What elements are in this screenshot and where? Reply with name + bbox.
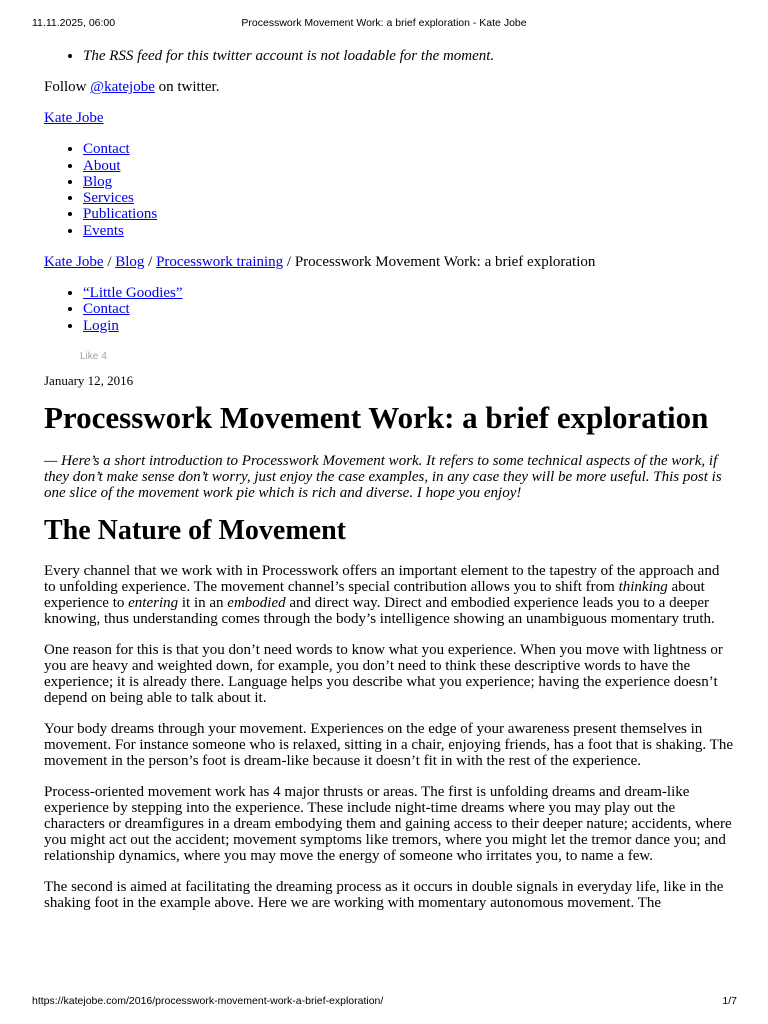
section-heading: The Nature of Movement bbox=[44, 514, 346, 546]
nav-link-contact[interactable]: Contact bbox=[83, 141, 130, 158]
breadcrumb-blog[interactable]: Blog bbox=[115, 254, 145, 271]
post-title: Processwork Movement Work: a brief exploration bbox=[44, 399, 709, 435]
print-header bbox=[0, 17, 768, 31]
body-paragraph-5: The second is aimed at facilitating the dreaming process as it occurs in double signals in everyday life, like in the shaking foot in the example above. Here we are working with momentary autonomous movement. The bbox=[44, 878, 724, 911]
secondary-nav-item bbox=[83, 318, 734, 334]
like-count: 4 bbox=[101, 350, 107, 362]
page-content bbox=[44, 48, 734, 911]
emphasis-entering: entering bbox=[128, 594, 179, 611]
nav-item-blog bbox=[83, 174, 734, 190]
print-date: 11.11.2025, 06:00 bbox=[32, 17, 116, 29]
twitter-feed-list bbox=[44, 48, 734, 64]
nav-item-contact bbox=[83, 141, 734, 157]
nav-link-about[interactable]: About bbox=[83, 157, 121, 174]
body-paragraph-3: Your body dreams through your movement. Experiences on the edge of your awareness present themselves in movement. For instance someone who is relaxed, sitting in a chair, enjoying friends, has a foot that is shaking. The movement in the person’s foot is dream-like because it doesn’t fit in with the rest of the experience. bbox=[44, 720, 733, 769]
like-label: Like bbox=[80, 350, 99, 362]
emphasis-embodied: embodied bbox=[227, 594, 286, 611]
post-date: January 12, 2016 bbox=[44, 372, 134, 388]
nav-item-about bbox=[83, 158, 734, 174]
print-url: https://katejobe.com/2016/processwork-movement-work-a-brief-exploration/ bbox=[32, 995, 384, 1007]
breadcrumb-category[interactable]: Processwork training bbox=[156, 254, 284, 271]
breadcrumb-separator: / bbox=[103, 254, 116, 271]
secondary-nav-item bbox=[83, 301, 734, 317]
nav-link-blog[interactable]: Blog bbox=[83, 173, 113, 190]
main-nav bbox=[44, 141, 734, 239]
twitter-follow bbox=[44, 79, 734, 95]
like-button[interactable] bbox=[80, 351, 734, 363]
body-paragraph-4: Process-oriented movement work has 4 major thrusts or areas. The first is unfolding dreams and dream-like experience by stepping into the experience. These include night-time dreams where you may play out the characters or dreamfigures in a dream embodying them and gaining access to their deeper nature; accidents, where you might act out the accident; movement symptoms like tremors, where you might let the tremor dance you; and relationship dynamics, where you may move the energy of someone who irritates you, to name a few. bbox=[44, 783, 732, 864]
nav-link-publications[interactable]: Publications bbox=[83, 206, 158, 223]
breadcrumb bbox=[44, 254, 734, 270]
twitter-handle-link[interactable]: @katejobe bbox=[90, 79, 155, 96]
body-paragraph-1 bbox=[44, 563, 734, 627]
follow-suffix: on twitter. bbox=[154, 79, 220, 96]
nav-item-services bbox=[83, 190, 734, 206]
nav-link-services[interactable]: Services bbox=[83, 190, 134, 207]
post-intro: — Here’s a short introduction to Processwork Movement work. It refers to some technical aspects of the work, if they don’t make sense don’t worry, just enjoy the case examples, in any case they will be more useful. This post is one slice of the movement work pie which is rich and diverse. I hope you enjoy! bbox=[44, 452, 722, 501]
breadcrumb-separator: / bbox=[144, 254, 157, 271]
print-title: Processwork Movement Work: a brief exploration - Kate Jobe bbox=[241, 17, 527, 29]
rss-notice: • The RSS feed for this twitter account is not loadable for the moment. bbox=[83, 48, 734, 64]
site-name-link[interactable]: Kate Jobe bbox=[44, 110, 104, 127]
paragraph-text: and direct way. Direct and embodied experience leads you to a deeper knowing, thus understanding comes through the body’s intelligence showing an unambiguous momentary truth. bbox=[44, 594, 715, 627]
paragraph-text: Every channel that we work with in Processwork offers an important element to the tapestry of the approach and to unfolding experience. The movement channel’s special contribution allows you to shift from bbox=[44, 562, 720, 595]
follow-prefix: Follow bbox=[44, 79, 91, 96]
body-paragraph-2: One reason for this is that you don’t need words to know what you experience. When you move with lightness or you are heavy and weighted down, for example, you don’t need to think these descriptive words to have the experience; it is already there. Language helps you describe what you experience; having the experience doesn’t depend on being able to talk about it. bbox=[44, 641, 723, 706]
emphasis-thinking: thinking bbox=[618, 578, 668, 595]
secondary-nav bbox=[44, 285, 734, 334]
breadcrumb-separator: / bbox=[283, 254, 295, 271]
nav-link-contact-secondary[interactable]: Contact bbox=[83, 301, 130, 318]
secondary-nav-item bbox=[83, 285, 734, 301]
nav-link-little-goodies[interactable]: “Little Goodies” bbox=[83, 285, 183, 302]
nav-item-events bbox=[83, 223, 734, 239]
paragraph-text: it in an bbox=[178, 594, 228, 611]
print-page-number: 1/7 bbox=[722, 995, 737, 1007]
breadcrumb-home[interactable]: Kate Jobe bbox=[44, 254, 104, 271]
nav-link-events[interactable]: Events bbox=[83, 222, 124, 239]
nav-link-login[interactable]: Login bbox=[83, 317, 119, 334]
breadcrumb-current: Processwork Movement Work: a brief exploration bbox=[294, 254, 596, 271]
print-footer bbox=[0, 995, 768, 1009]
paragraph-text: about experience to bbox=[44, 578, 705, 611]
nav-item-publications bbox=[83, 206, 734, 222]
